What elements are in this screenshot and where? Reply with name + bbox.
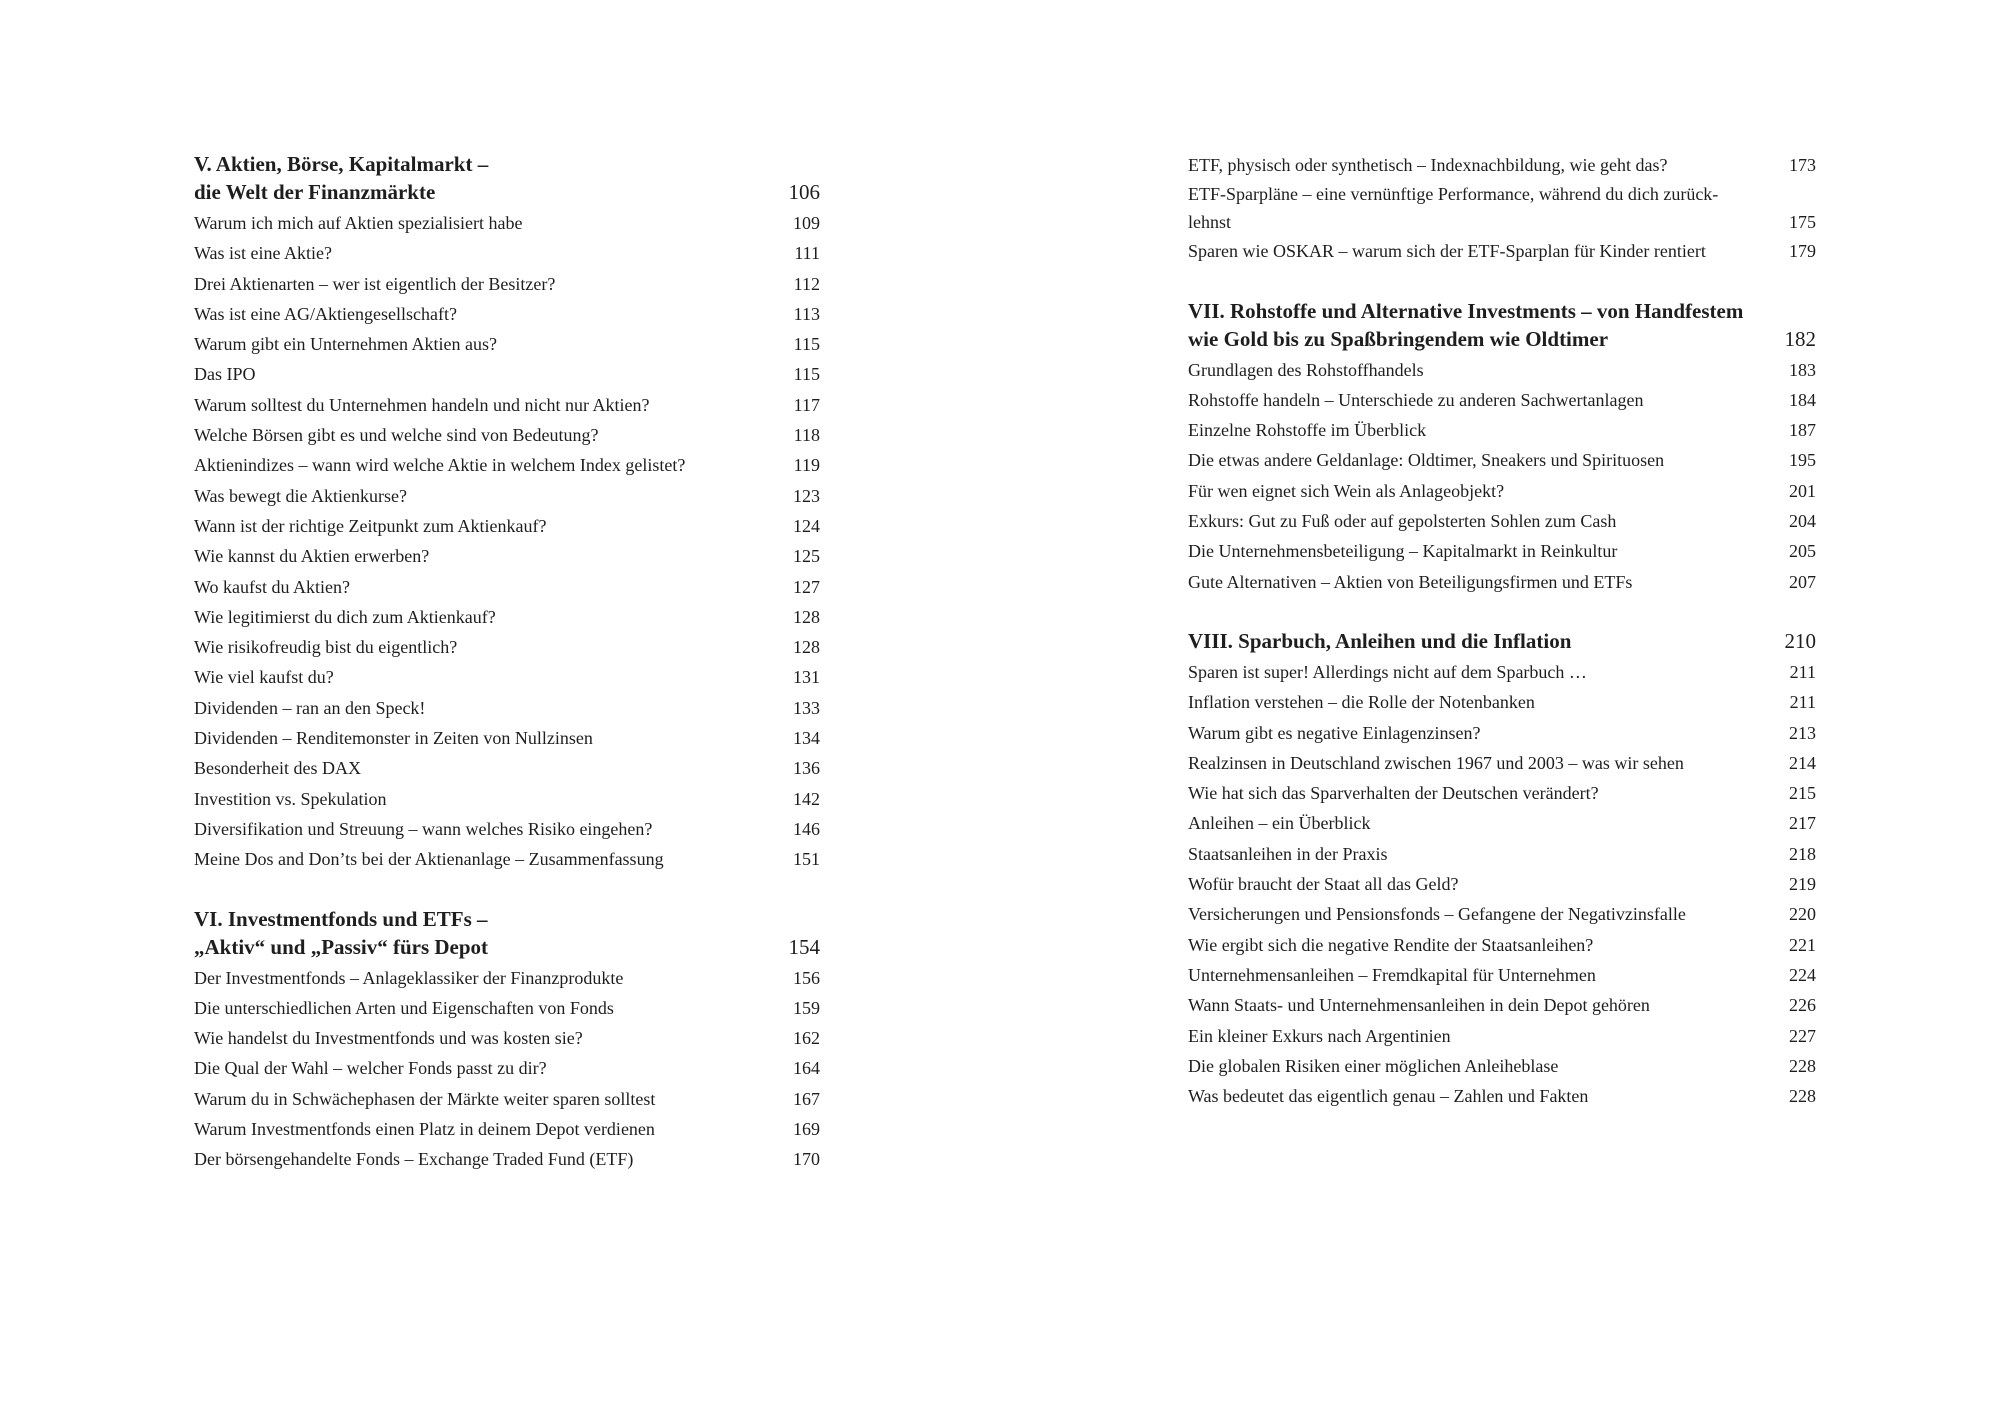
chapter-title-line: wie Gold bis zu Spaßbringendem wie Oldtimer <box>1188 326 1609 351</box>
entry-page-number: 183 <box>1789 359 1816 380</box>
entry-title: Gute Alternativen – Aktien von Beteiligungsfirmen und ETFs <box>1188 571 1633 592</box>
toc-entry <box>194 1084 820 1114</box>
entry-page-number: 195 <box>1789 450 1816 471</box>
toc-chapter <box>194 150 820 875</box>
entry-title: Warum du in Schwächephasen der Märkte weiter sparen solltest <box>194 1088 656 1109</box>
toc-entry <box>1188 869 1816 899</box>
entry-title: Wie kannst du Aktien erwerben? <box>194 546 430 567</box>
toc-entry <box>194 753 820 783</box>
entry-title-line: Sparen wie OSKAR – warum sich der ETF-Sparplan für Kinder rentiert <box>1188 241 1706 262</box>
entry-title: Die unterschiedlichen Arten und Eigenschaften von Fonds <box>194 997 614 1018</box>
entry-page-number: 228 <box>1789 1055 1816 1076</box>
entry-page-number: 164 <box>793 1058 820 1079</box>
entry-page-number: 184 <box>1789 389 1816 410</box>
toc-left-page <box>194 150 820 1205</box>
toc-entry <box>194 602 820 632</box>
toc-chapter <box>1188 297 1816 597</box>
chapter-heading <box>1188 627 1816 655</box>
chapter-heading <box>194 905 820 961</box>
toc-entry <box>194 1144 820 1174</box>
entry-page-number: 156 <box>793 967 820 988</box>
toc-entry <box>1188 990 1816 1020</box>
toc-chapter <box>194 905 820 1175</box>
toc-entry <box>194 390 820 420</box>
entry-title: Wie risikofreudig bist du eigentlich? <box>194 637 458 658</box>
chapter-title-line: „Aktiv“ und „Passiv“ fürs Depot <box>194 934 489 959</box>
chapter-page-number: 210 <box>1784 628 1816 653</box>
entry-page-number: 201 <box>1789 480 1816 501</box>
toc-entry <box>1188 1021 1816 1051</box>
toc-entry <box>194 784 820 814</box>
entry-page-number: 142 <box>793 788 820 809</box>
entry-page-number: 136 <box>793 758 820 779</box>
entry-title: Wie handelst du Investmentfonds und was kosten sie? <box>194 1028 583 1049</box>
toc-entry <box>1188 536 1816 566</box>
toc-entry <box>1188 1081 1816 1111</box>
entry-title: Die globalen Risiken einer möglichen Anleiheblase <box>1188 1055 1559 1076</box>
entry-page-number: 226 <box>1789 995 1816 1016</box>
toc-entry <box>194 1053 820 1083</box>
entry-title: Besonderheit des DAX <box>194 758 361 779</box>
toc-entry <box>194 359 820 389</box>
toc-entry <box>194 299 820 329</box>
entry-title: Wann ist der richtige Zeitpunkt zum Aktienkauf? <box>194 515 547 536</box>
entry-page-number: 125 <box>793 546 820 567</box>
toc-entry <box>194 572 820 602</box>
entry-title: Warum solltest du Unternehmen handeln und nicht nur Aktien? <box>194 394 650 415</box>
entry-title: Grundlagen des Rohstoffhandels <box>1188 359 1424 380</box>
toc-entry <box>194 541 820 571</box>
toc-entry <box>1188 415 1816 445</box>
entry-title: Wie hat sich das Sparverhalten der Deutschen verändert? <box>1188 783 1599 804</box>
entry-title: Warum gibt es negative Einlagenzinsen? <box>1188 722 1481 743</box>
chapter-title-line: VI. Investmentfonds und ETFs – <box>194 906 488 931</box>
toc-entry <box>1188 748 1816 778</box>
entry-title: Warum ich mich auf Aktien spezialisiert habe <box>194 213 523 233</box>
entry-title-line: lehnst <box>1188 212 1231 233</box>
entry-title: Dividenden – ran an den Speck! <box>194 697 426 718</box>
entry-title: Diversifikation und Streuung – wann welches Risiko eingehen? <box>194 818 653 839</box>
entry-title: Was ist eine AG/Aktiengesellschaft? <box>194 303 457 324</box>
entry-page-number: 214 <box>1789 752 1816 773</box>
entry-page-number: 118 <box>793 425 820 446</box>
entry-title: Was ist eine Aktie? <box>194 243 333 264</box>
entry-page-number: 175 <box>1789 212 1816 233</box>
entry-title: Inflation verstehen – die Rolle der Notenbanken <box>1188 692 1535 713</box>
entry-page-number: 162 <box>793 1028 820 1049</box>
entry-title: Wie ergibt sich die negative Rendite der Staatsanleihen? <box>1188 934 1594 955</box>
toc-continued-entries <box>1188 150 1816 267</box>
entry-title: Wofür braucht der Staat all das Geld? <box>1188 874 1459 895</box>
chapter-title-line: VII. Rohstoffe und Alternative Investments – von Handfestem <box>1188 298 1744 323</box>
entry-page-number: 128 <box>793 637 820 658</box>
entry-title: Exkurs: Gut zu Fuß oder auf gepolsterten Sohlen zum Cash <box>1188 511 1617 532</box>
entry-title: Wann Staats- und Unternehmensanleihen in dein Depot gehören <box>1188 995 1650 1016</box>
entry-title: Rohstoffe handeln – Unterschiede zu anderen Sachwertanlagen <box>1188 389 1644 410</box>
chapter-title-line: V. Aktien, Börse, Kapitalmarkt – <box>194 152 489 176</box>
entry-title: Staatsanleihen in der Praxis <box>1188 843 1388 864</box>
entry-page-number: 124 <box>793 515 820 536</box>
entry-page-number: 111 <box>794 243 820 264</box>
entry-title: Die Unternehmensbeteiligung – Kapitalmarkt in Reinkultur <box>1188 541 1618 562</box>
entry-page-number: 215 <box>1789 783 1816 804</box>
entry-title: Für wen eignet sich Wein als Anlageobjekt? <box>1188 480 1505 501</box>
entry-title: Einzelne Rohstoffe im Überblick <box>1188 420 1427 441</box>
toc-entry <box>194 481 820 511</box>
entry-title: Wie viel kaufst du? <box>194 667 334 688</box>
entry-title: Versicherungen und Pensionsfonds – Gefangene der Negativzinsfalle <box>1188 904 1686 925</box>
entry-page-number: 151 <box>793 849 820 870</box>
toc-entry <box>1188 687 1816 717</box>
toc-entry <box>1188 355 1816 385</box>
entry-title: Was bewegt die Aktienkurse? <box>194 485 407 506</box>
entry-title: Die etwas andere Geldanlage: Oldtimer, Sneakers und Spirituosen <box>1188 450 1665 471</box>
entry-page-number: 211 <box>1789 692 1816 713</box>
entry-title: Investition vs. Spekulation <box>194 788 387 809</box>
entry-page-number: 228 <box>1789 1086 1816 1107</box>
entry-page-number: 187 <box>1789 420 1816 441</box>
entry-page-number: 211 <box>1789 661 1816 682</box>
entry-title: Anleihen – ein Überblick <box>1188 813 1371 834</box>
entry-title: Die Qual der Wahl – welcher Fonds passt zu dir? <box>194 1058 547 1079</box>
entry-title: Sparen ist super! Allerdings nicht auf dem Sparbuch … <box>1188 661 1587 682</box>
toc-right-page <box>1188 150 1816 1141</box>
toc-entry <box>194 329 820 359</box>
entry-title-line: ETF, physisch oder synthetisch – Indexnachbildung, wie geht das? <box>1188 155 1668 175</box>
entry-title <box>1188 155 1667 175</box>
entry-page-number: 159 <box>793 997 820 1018</box>
entry-page-number: 219 <box>1789 874 1816 895</box>
chapter-heading <box>194 150 820 206</box>
entry-page-number: 128 <box>793 606 820 627</box>
entry-page-number: 113 <box>793 303 820 324</box>
entry-title: Meine Dos and Don’ts bei der Aktienanlage – Zusammenfassung <box>194 849 664 870</box>
entry-page-number: 213 <box>1789 722 1816 743</box>
toc-entry <box>1188 778 1816 808</box>
toc-chapter <box>1188 627 1816 1111</box>
toc-entry <box>1188 960 1816 990</box>
toc-entry <box>1188 930 1816 960</box>
chapter-page-number: 154 <box>788 934 820 959</box>
entry-page-number: 115 <box>793 334 820 355</box>
toc-entry <box>194 693 820 723</box>
entry-page-number: 179 <box>1789 241 1816 262</box>
entry-page-number: 167 <box>793 1088 820 1109</box>
entry-page-number: 109 <box>793 213 820 233</box>
toc-entry <box>194 723 820 753</box>
entry-title: Der Investmentfonds – Anlageklassiker der Finanzprodukte <box>194 967 624 988</box>
toc-entry <box>194 269 820 299</box>
toc-entry <box>194 238 820 268</box>
entry-title: Warum gibt ein Unternehmen Aktien aus? <box>194 334 497 355</box>
toc-entry <box>194 511 820 541</box>
toc-entry <box>1188 808 1816 838</box>
entry-page-number: 173 <box>1789 155 1816 175</box>
entry-page-number: 169 <box>793 1119 820 1140</box>
entry-page-number: 146 <box>793 818 820 839</box>
toc-entry <box>1188 1051 1816 1081</box>
entry-title: Aktienindizes – wann wird welche Aktie in welchem Index gelistet? <box>194 455 686 476</box>
toc-entry <box>1188 476 1816 506</box>
toc-entry <box>1188 657 1816 687</box>
toc-entry <box>194 208 820 238</box>
entry-page-number: 131 <box>793 667 820 688</box>
entry-page-number: 207 <box>1789 571 1816 592</box>
entry-title: Drei Aktienarten – wer ist eigentlich der Besitzer? <box>194 273 556 294</box>
toc-entry <box>194 1023 820 1053</box>
entry-title: Warum Investmentfonds einen Platz in deinem Depot verdienen <box>194 1119 655 1140</box>
entry-title: Der börsengehandelte Fonds – Exchange Traded Fund (ETF) <box>194 1149 634 1170</box>
entry-title: Realzinsen in Deutschland zwischen 1967 und 2003 – was wir sehen <box>1188 752 1684 773</box>
entry-title: Welche Börsen gibt es und welche sind von Bedeutung? <box>194 425 599 446</box>
entry-page-number: 115 <box>793 364 820 385</box>
entry-title-line: ETF-Sparpläne – eine vernünftige Performance, während du dich zurück- <box>1188 184 1719 205</box>
entry-title: Das IPO <box>194 364 256 385</box>
toc-entry <box>1188 385 1816 415</box>
toc-entry <box>194 844 820 874</box>
entry-title: Wie legitimierst du dich zum Aktienkauf? <box>194 606 496 627</box>
toc-entry <box>1188 445 1816 475</box>
entry-title: Unternehmensanleihen – Fremdkapital für Unternehmen <box>1188 964 1596 985</box>
entry-title <box>1188 180 1766 236</box>
toc-entry <box>194 993 820 1023</box>
entry-page-number: 217 <box>1789 813 1816 834</box>
chapter-title-line: VIII. Sparbuch, Anleihen und die Inflation <box>1188 628 1572 653</box>
entry-page-number: 133 <box>793 697 820 718</box>
entry-page-number: 227 <box>1789 1025 1816 1046</box>
toc-entry <box>1188 506 1816 536</box>
entry-title <box>1188 241 1706 261</box>
entry-page-number: 117 <box>793 394 820 415</box>
chapter-page-number: 182 <box>1784 326 1816 351</box>
entry-page-number: 218 <box>1789 843 1816 864</box>
entry-page-number: 221 <box>1789 934 1816 955</box>
entry-page-number: 127 <box>793 576 820 597</box>
chapter-heading <box>1188 297 1816 353</box>
toc-entry <box>194 632 820 662</box>
toc-entry <box>194 420 820 450</box>
entry-page-number: 220 <box>1789 904 1816 925</box>
entry-page-number: 112 <box>793 273 820 294</box>
toc-entry <box>194 662 820 692</box>
chapter-title-line: die Welt der Finanzmärkte <box>194 180 436 204</box>
toc-entry <box>194 1114 820 1144</box>
entry-page-number: 170 <box>793 1149 820 1170</box>
toc-entry <box>194 963 820 993</box>
toc-entry <box>194 814 820 844</box>
chapter-page-number: 106 <box>788 180 820 204</box>
toc-entry <box>194 450 820 480</box>
entry-page-number: 119 <box>793 455 820 476</box>
entry-page-number: 204 <box>1789 511 1816 532</box>
toc-entry <box>1188 567 1816 597</box>
toc-entry <box>1188 180 1816 236</box>
entry-page-number: 205 <box>1789 541 1816 562</box>
toc-entry <box>1188 839 1816 869</box>
entry-title: Dividenden – Renditemonster in Zeiten von Nullzinsen <box>194 728 593 749</box>
toc-entry <box>1188 718 1816 748</box>
entry-page-number: 123 <box>793 485 820 506</box>
entry-title: Ein kleiner Exkurs nach Argentinien <box>1188 1025 1451 1046</box>
toc-entry <box>1188 236 1816 266</box>
toc-entry <box>1188 899 1816 929</box>
entry-page-number: 224 <box>1789 964 1816 985</box>
toc-entry <box>1188 150 1816 180</box>
entry-page-number: 134 <box>793 728 820 749</box>
entry-title: Wo kaufst du Aktien? <box>194 576 351 597</box>
entry-title: Was bedeutet das eigentlich genau – Zahlen und Fakten <box>1188 1086 1589 1107</box>
